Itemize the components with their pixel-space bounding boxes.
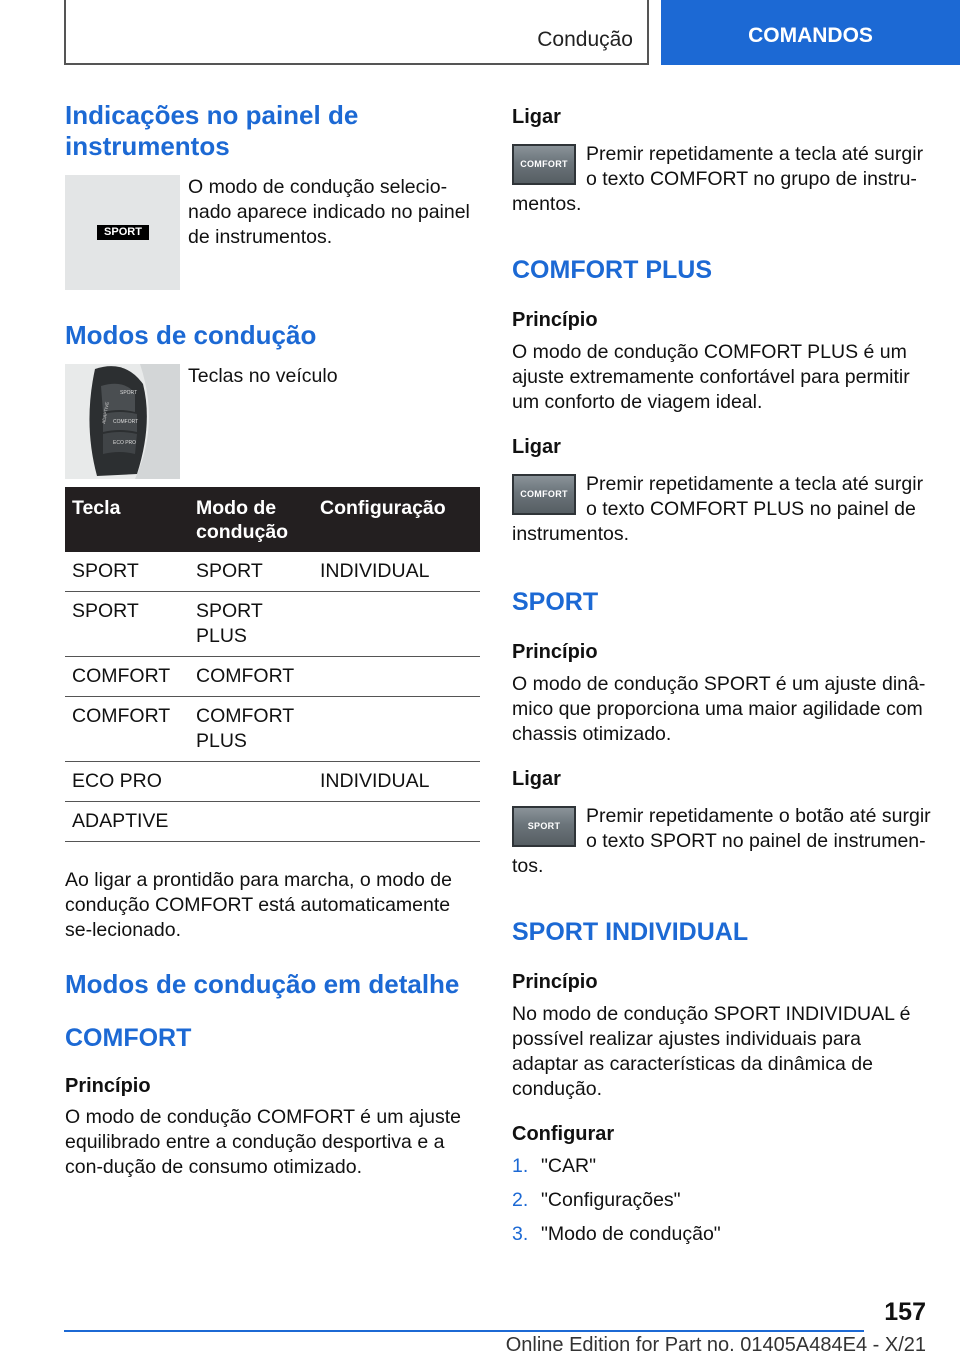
- comfort-plus-on-text: Premir repetidamente a tecla até surgir o texto COMFORT PLUS no painel de instrumentos.: [512, 473, 924, 545]
- step-text: "Modo de condução": [541, 1223, 721, 1245]
- left-column: [65, 100, 480, 1180]
- sport-on-label: Ligar: [512, 768, 561, 790]
- comfort-button-image: [512, 144, 576, 185]
- driving-modes-figure-row: [65, 364, 480, 479]
- driving-modes-heading: Modos de condução: [65, 320, 317, 350]
- table-header-row: [65, 487, 480, 552]
- comfort-principle-label: Princípio: [65, 1075, 151, 1097]
- table-header-cell: Configuração: [313, 487, 480, 552]
- comfort-principle-text: O modo de condução COMFORT é um ajuste equilibrado entre a condução desportiva e a con-dução de consumo otimizado.: [65, 1106, 461, 1178]
- table-row: [65, 657, 480, 697]
- sport-heading: SPORT: [512, 588, 599, 616]
- configure-label: Configurar: [512, 1123, 615, 1145]
- table-cell: [313, 802, 480, 842]
- vehicle-buttons-image: [65, 364, 180, 479]
- table-cell: SPORT: [65, 552, 189, 592]
- comfort-plus-button-image: [512, 474, 576, 515]
- step-text: "CAR": [541, 1155, 597, 1177]
- sport-button-label: SPORT: [527, 821, 561, 831]
- table-cell: INDIVIDUAL: [313, 552, 480, 592]
- sport-button-image: [512, 806, 576, 847]
- sport-display-image: [65, 175, 180, 290]
- vehicle-buttons-icon: [65, 364, 180, 479]
- comfort-heading: COMFORT: [65, 1024, 192, 1052]
- list-item: [512, 1154, 932, 1179]
- table-row: [65, 552, 480, 592]
- table-cell: SPORT PLUS: [189, 592, 313, 657]
- comfort-on-text: Premir repetidamente a tecla até surgir o texto COMFORT no grupo de instru-mentos.: [512, 143, 924, 215]
- sport-on-block: [512, 804, 932, 879]
- sport-individual-heading: SPORT INDIVIDUAL: [512, 918, 749, 946]
- table-cell: COMFORT: [65, 697, 189, 762]
- comfort-on-label: Ligar: [512, 106, 561, 128]
- sport-principle-label: Princípio: [512, 641, 598, 663]
- sport-individual-principle-text: No modo de condução SPORT INDIVIDUAL é possível realizar ajustes individuais para adaptar as características da dinâmica de condução.: [512, 1003, 911, 1100]
- button-comfort-label: COMFORT: [113, 419, 139, 425]
- instrument-panel-figure-row: [65, 175, 480, 290]
- footer-divider: [64, 1330, 864, 1332]
- comfort-plus-on-label: Ligar: [512, 436, 561, 458]
- sport-principle-text: O modo de condução SPORT é um ajuste dinâ-mico que proporciona uma maior agilidade com chassis otimizado.: [512, 673, 926, 745]
- sport-display-label: SPORT: [104, 226, 142, 238]
- table-cell: COMFORT: [189, 657, 313, 697]
- table-cell: INDIVIDUAL: [313, 762, 480, 802]
- table-cell: SPORT: [65, 592, 189, 657]
- button-sport-label: SPORT: [120, 390, 138, 396]
- comfort-plus-heading: COMFORT PLUS: [512, 256, 712, 284]
- table-cell: [313, 657, 480, 697]
- instrument-panel-text: O modo de condução selecio-nado aparece indicado no painel de instrumentos.: [188, 176, 470, 248]
- comfort-button-label: COMFORT: [520, 159, 568, 169]
- table-cell: [189, 802, 313, 842]
- table-row: [65, 592, 480, 657]
- button-adaptive-label: ADAPTIVE: [101, 401, 110, 425]
- list-item: [512, 1222, 932, 1247]
- table-row: [65, 697, 480, 762]
- comfort-on-block: [512, 142, 932, 217]
- sport-individual-principle-label: Princípio: [512, 971, 598, 993]
- comfort-plus-button-label: COMFORT: [520, 489, 568, 499]
- list-item: [512, 1188, 932, 1213]
- header-chapter-tab: COMANDOS: [661, 0, 960, 65]
- step-number: 1.: [512, 1155, 529, 1177]
- table-cell: [313, 592, 480, 657]
- table-cell: [189, 762, 313, 802]
- table-cell: [313, 697, 480, 762]
- readiness-note: Ao ligar a prontidão para marcha, o modo de condução COMFORT está automaticamente se-lecionado.: [65, 869, 452, 941]
- step-number: 2.: [512, 1189, 529, 1211]
- step-number: 3.: [512, 1223, 529, 1245]
- right-column: [512, 100, 932, 1256]
- table-header-cell: Modo de condução: [189, 487, 313, 552]
- table-cell: COMFORT: [65, 657, 189, 697]
- driving-modes-text: Teclas no veículo: [188, 365, 338, 387]
- comfort-plus-on-block: [512, 472, 932, 547]
- comfort-plus-principle-text: O modo de condução COMFORT PLUS é um ajuste extremamente confortável para permitir um conforto de viagem ideal.: [512, 341, 910, 413]
- configure-steps-list: [512, 1154, 932, 1247]
- footer-edition: Online Edition for Part no. 01405A484E4 - X/21: [505, 1334, 926, 1356]
- table-cell: COMFORT PLUS: [189, 697, 313, 762]
- modes-detail-heading: Modos de condução em detalhe: [65, 969, 460, 999]
- step-text: "Configurações": [541, 1189, 681, 1211]
- instrument-panel-heading: Indicações no painel de instrumentos: [65, 100, 359, 161]
- table-cell: ADAPTIVE: [65, 802, 189, 842]
- page-number: 157: [884, 1298, 926, 1326]
- table-row: [65, 762, 480, 802]
- sport-on-text: Premir repetidamente o botão até surgir o texto SPORT no painel de instrumen-tos.: [512, 805, 931, 877]
- table-row: [65, 802, 480, 842]
- comfort-plus-principle-label: Princípio: [512, 309, 598, 331]
- table-cell: ECO PRO: [65, 762, 189, 802]
- button-ecopro-label: ECO PRO: [113, 440, 137, 446]
- table-header-cell: Tecla: [65, 487, 189, 552]
- header-section-box: [64, 0, 649, 65]
- header-section-title: Condução: [537, 28, 633, 51]
- driving-modes-table: [65, 487, 480, 842]
- table-cell: SPORT: [189, 552, 313, 592]
